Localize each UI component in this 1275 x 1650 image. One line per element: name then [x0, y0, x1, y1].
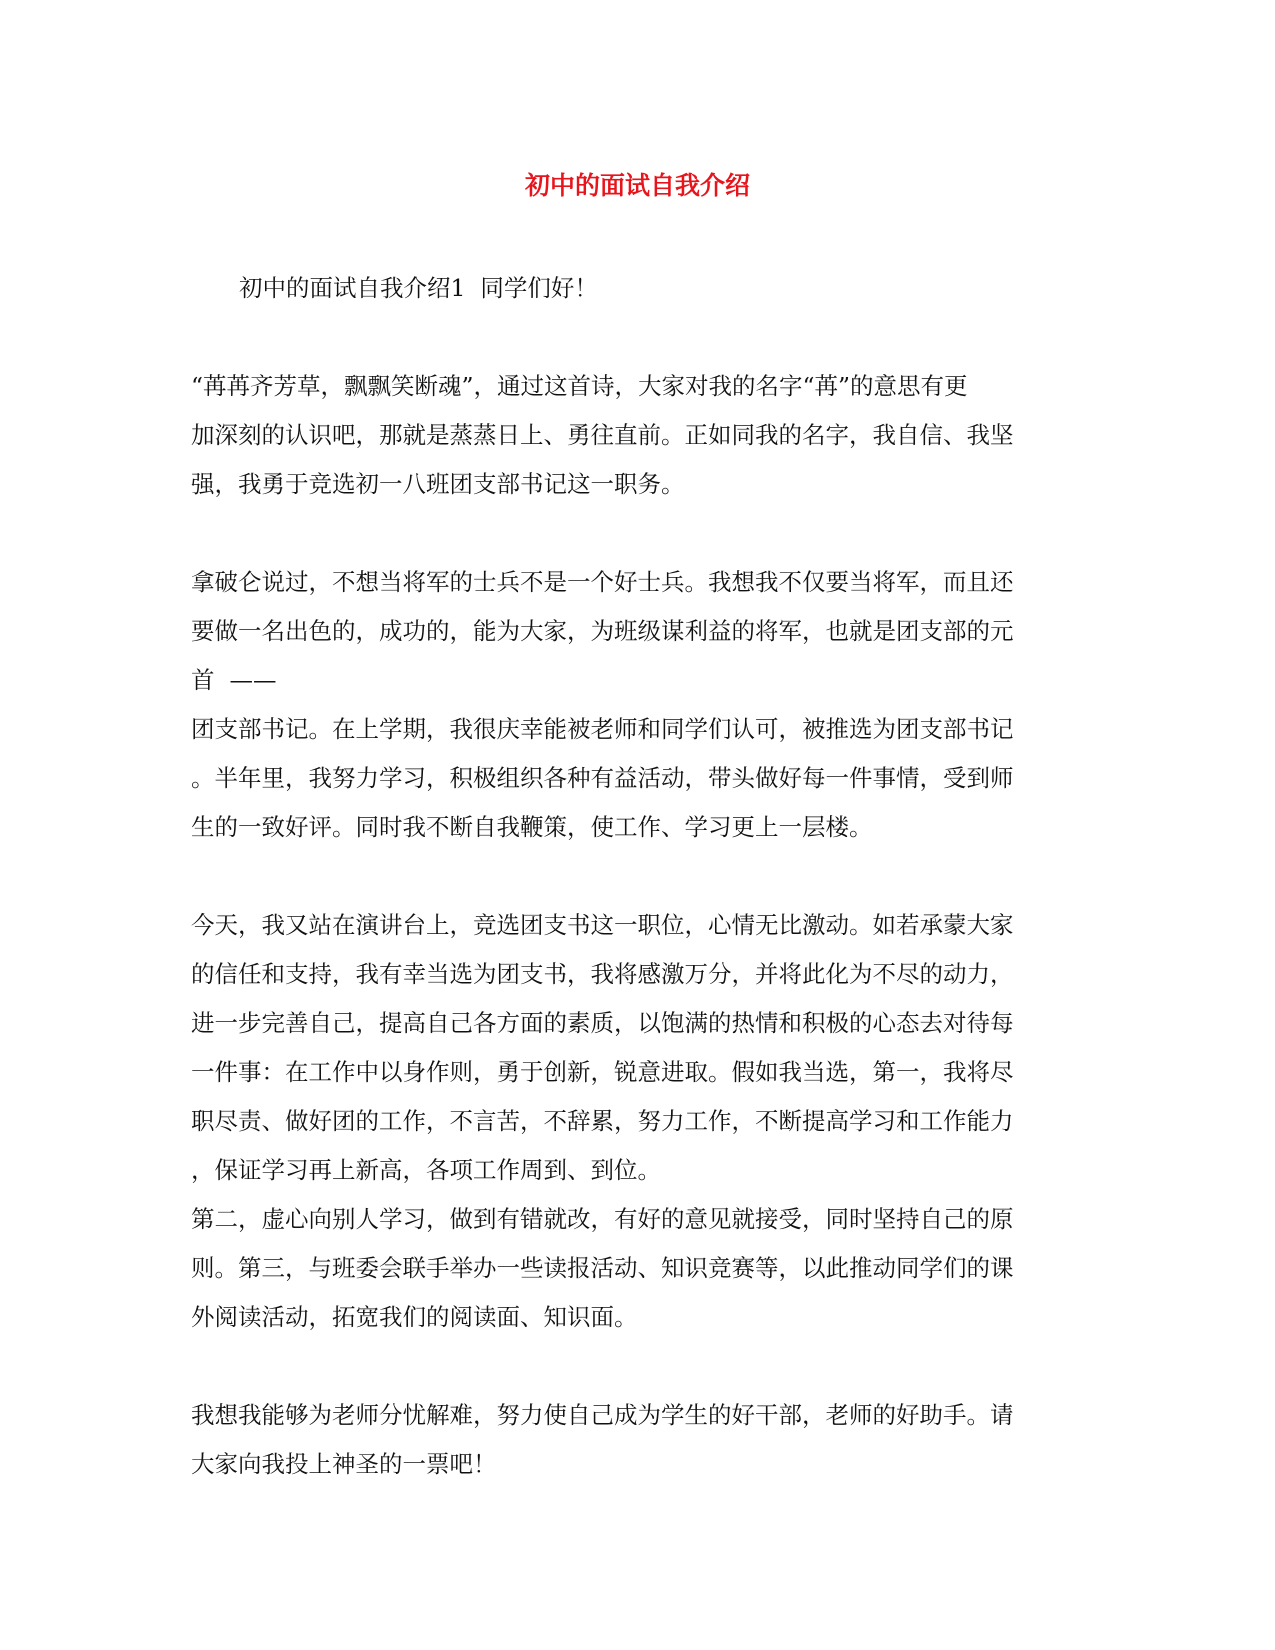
text-line: 外阅读活动，拓宽我们的阅读面、知识面。: [191, 1303, 638, 1331]
text-line: 则。第三，与班委会联手举办一些读报活动、知识竞赛等，以此推动同学们的课: [191, 1254, 1014, 1282]
text-line: 强，我勇于竞选初一八班团支部书记这一职务。: [191, 470, 685, 498]
paragraph-intro: [191, 264, 1061, 313]
paragraph-campaign: [191, 901, 1061, 1342]
paragraph-closing: [191, 1391, 1061, 1489]
text-line: 职尽责、做好团的工作，不言苦，不辞累，努力工作，不断提高学习和工作能力: [191, 1107, 1014, 1135]
text-line: 加深刻的认识吧，那就是蒸蒸日上、勇往直前。正如同我的名字，我自信、我坚: [191, 421, 1014, 449]
text-line: 今天，我又站在演讲台上，竞选团支书这一职位，心情无比激动。如若承蒙大家: [191, 911, 1014, 939]
text-line: 进一步完善自己，提高自己各方面的素质，以饱满的热情和积极的心态去对待每: [191, 1009, 1014, 1037]
text-line: 一件事：在工作中以身作则，勇于创新，锐意进取。假如我当选，第一，我将尽: [191, 1058, 1014, 1086]
text-line: 生的一致好评。同时我不断自我鞭策，使工作、学习更上一层楼。: [191, 813, 873, 841]
text-line: ，保证学习再上新高，各项工作周到、到位。: [191, 1156, 661, 1184]
text-line: 团支部书记。在上学期，我很庆幸能被老师和同学们认可，被推选为团支部书记: [191, 715, 1014, 743]
paragraph-gap: [191, 509, 1061, 558]
text-line: 要做一名出色的，成功的，能为大家，为班级谋利益的将军，也就是团支部的元: [191, 617, 1014, 645]
text-line: 首 ——: [191, 666, 277, 694]
paragraph-gap: [191, 313, 1061, 362]
text-line: 的信任和支持，我有幸当选为团支书，我将感激万分，并将此化为不尽的动力，: [191, 960, 1014, 988]
text-line: 第二，虚心向别人学习，做到有错就改，有好的意见就接受，同时坚持自己的原: [191, 1205, 1014, 1233]
text-line: “苒苒齐芳草，飘飘笑断魂”，通过这首诗，大家对我的名字“苒”的意思有更: [191, 372, 968, 400]
text-line: 。半年里，我努力学习，积极组织各种有益活动，带头做好每一件事情，受到师: [191, 764, 1014, 792]
text-line: 初中的面试自我介绍1 同学们好！: [239, 274, 598, 302]
paragraph-gap: [191, 852, 1061, 901]
paragraph-napoleon: [191, 558, 1061, 852]
text-line: 我想我能够为老师分忧解难，努力使自己成为学生的好干部，老师的好助手。请: [191, 1401, 1014, 1429]
document-title: 初中的面试自我介绍: [524, 171, 750, 200]
text-line: 大家向我投上神圣的一票吧！: [191, 1450, 497, 1478]
document-body: [191, 264, 1061, 1489]
text-line: 拿破仑说过，不想当将军的士兵不是一个好士兵。我想我不仅要当将军，而且还: [191, 568, 1014, 596]
paragraph-gap: [191, 1342, 1061, 1391]
paragraph-name-poem: [191, 362, 1061, 509]
